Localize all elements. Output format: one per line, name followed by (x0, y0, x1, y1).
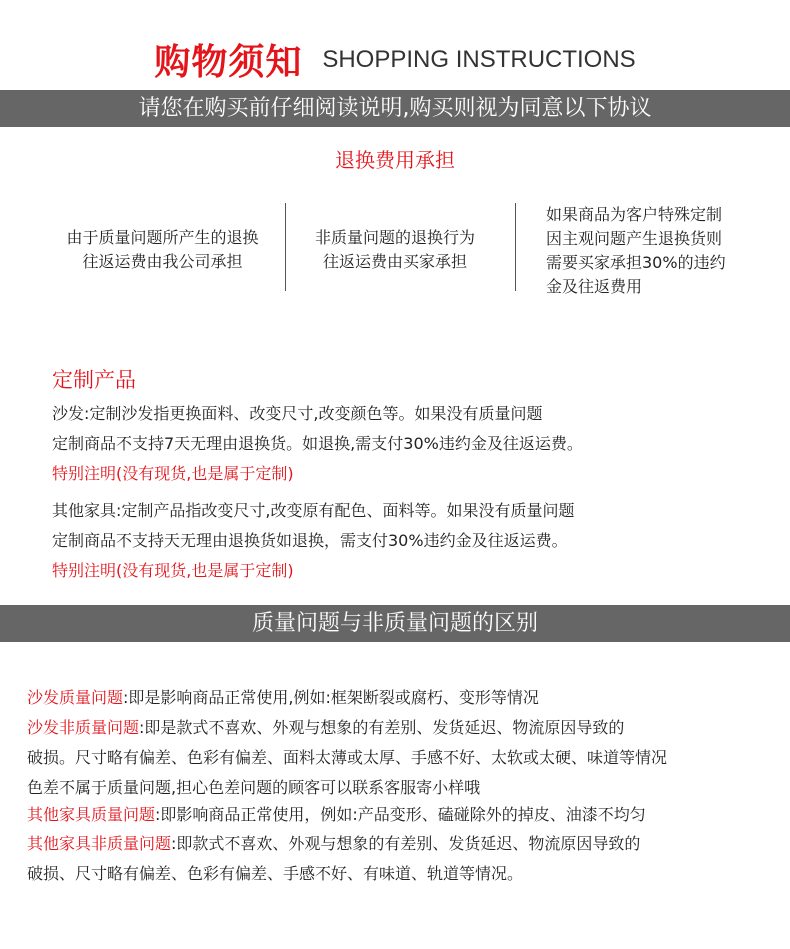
custom-note: 特别注明(没有现货,也是属于定制) (52, 561, 294, 580)
divider (515, 203, 516, 291)
quality-line (27, 685, 539, 708)
custom-other-line: 定制商品不支持天无理由退换货如退换，需支付30%违约金及往返运费。 (52, 531, 568, 550)
returns-col3-line: 金及往返费用 (546, 277, 643, 296)
quality-label: 沙发非质量问题 (27, 718, 140, 737)
page-title (0, 34, 790, 85)
quality-label: 沙发质量问题 (27, 688, 124, 707)
quality-line (27, 715, 624, 738)
quality-line: 色差不属于质量问题,担心色差问题的顾客可以联系客服寄小样哦 (27, 778, 481, 797)
quality-line: 破损、尺寸略有偏差、色彩有偏差、手感不好、有味道、轨道等情况。 (27, 864, 524, 883)
returns-col3-line: 如果商品为客户特殊定制 (546, 205, 723, 224)
returns-col-nonquality (290, 226, 500, 274)
custom-sofa-line: 沙发:定制沙发指更换面料、改变尺寸,改变颜色等。如果没有质量问题 (52, 404, 543, 423)
quality-label: 其他家具质量问题 (27, 805, 156, 824)
quality-text: :即是款式不喜欢、外观与想象的有差别、发货延迟、物流原因导致的 (139, 718, 625, 737)
quality-line: 破损。尺寸略有偏差、色彩有偏差、面料太薄或太厚、手感不好、太软或太硬、味道等情况 (27, 748, 668, 767)
returns-col1-line: 由于质量问题所产生的退换 (66, 228, 259, 247)
returns-col2-line: 往返运费由买家承担 (322, 252, 467, 271)
quality-banner: 质量问题与非质量问题的区别 (0, 605, 790, 642)
divider (285, 203, 286, 291)
returns-col2-line: 非质量问题的退换行为 (314, 228, 475, 247)
agreement-banner: 请您在购买前仔细阅读说明,购买则视为同意以下协议 (0, 90, 790, 127)
custom-other-line: 其他家具:定制产品指改变尺寸,改变原有配色、面料等。如果没有质量问题 (52, 501, 575, 520)
returns-col3-line: 因主观问题产生退换货则 (546, 229, 723, 248)
returns-heading: 退换费用承担 (335, 148, 455, 172)
custom-heading: 定制产品 (52, 368, 136, 392)
quality-line (27, 831, 640, 854)
custom-sofa-line: 定制商品不支持7天无理由退换货。如退换,需支付30%违约金及往返运费。 (52, 434, 583, 453)
quality-line (27, 802, 646, 825)
returns-col-quality (40, 226, 285, 274)
custom-note: 特别注明(没有现货,也是属于定制) (52, 464, 294, 483)
title-english: SHOPPING INSTRUCTIONS (322, 45, 636, 73)
returns-col1-line: 往返运费由我公司承担 (82, 252, 243, 271)
quality-text: :即影响商品正常使用，例如:产品变形、磕碰除外的掉皮、油漆不均匀 (155, 805, 646, 824)
quality-text: :即是影响商品正常使用,例如:框架断裂或腐朽、变形等情况 (123, 688, 539, 707)
returns-col3-line: 需要买家承担30%的违约 (546, 253, 726, 272)
title-chinese: 购物须知 (154, 42, 303, 83)
quality-label: 其他家具非质量问题 (27, 834, 172, 853)
returns-col-custom (518, 203, 768, 299)
quality-text: :即款式不喜欢、外观与想象的有差别、发货延迟、物流原因导致的 (171, 834, 641, 853)
